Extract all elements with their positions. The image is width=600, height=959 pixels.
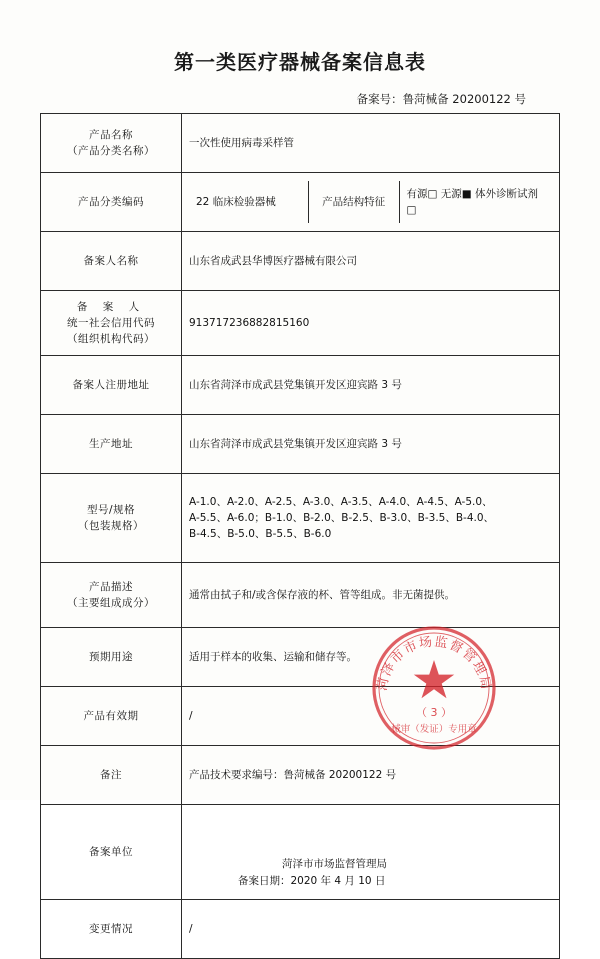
row-label-classification-code: 产品分类编码 bbox=[41, 173, 182, 232]
row-label-credit-code: 备 案 人 统一社会信用代码 （组织机构代码） bbox=[41, 291, 182, 356]
table-row bbox=[41, 232, 560, 291]
table-row bbox=[41, 474, 560, 563]
table-row bbox=[41, 628, 560, 687]
table-row bbox=[41, 900, 560, 959]
row-label-change-status: 变更情况 bbox=[41, 900, 182, 959]
row-value-change-status: / bbox=[182, 900, 560, 959]
table-row bbox=[41, 415, 560, 474]
row-value-production-address: 山东省菏泽市成武县党集镇开发区迎宾路 3 号 bbox=[182, 415, 560, 474]
table-row bbox=[41, 173, 560, 232]
table-row bbox=[41, 746, 560, 805]
row-value-intended-use: 适用于样本的收集、运输和储存等。 bbox=[182, 628, 560, 687]
row-value-applicant-name: 山东省成武县华博医疗器械有限公司 bbox=[182, 232, 560, 291]
row-label-model-spec: 型号/规格 （包装规格） bbox=[41, 474, 182, 563]
row-label-applicant-name: 备案人名称 bbox=[41, 232, 182, 291]
row-value-model-spec: A-1.0、A-2.0、A-2.5、A-3.0、A-3.5、A-4.0、A-4.5、A-5.0、 A-5.5、A-6.0；B-1.0、B-2.0、B-2.5、B-3.0、B-3.5、B-4.0、 B-4.5、B-5.0、B-5.5、B-6.0 bbox=[182, 474, 560, 563]
row-label-remarks: 备注 bbox=[41, 746, 182, 805]
table-row bbox=[41, 687, 560, 746]
table-row bbox=[41, 356, 560, 415]
table-row bbox=[41, 563, 560, 628]
structure-feature-options: 有源□ 无源■ 体外诊断试剂□ bbox=[406, 187, 539, 216]
table-row bbox=[41, 114, 560, 173]
row-label-intended-use: 预期用途 bbox=[41, 628, 182, 687]
row-label-product-name: 产品名称 （产品分类名称） bbox=[41, 114, 182, 173]
table-row bbox=[41, 805, 560, 900]
svg-text:菏泽市市场监督管理局: 菏泽市市场监督管理局 bbox=[374, 634, 494, 693]
page-title: 第一类医疗器械备案信息表 bbox=[174, 50, 426, 74]
row-label-validity: 产品有效期 bbox=[41, 687, 182, 746]
row-value-classification-code bbox=[182, 173, 560, 232]
row-label-registered-address: 备案人注册地址 bbox=[41, 356, 182, 415]
row-label-production-address: 生产地址 bbox=[41, 415, 182, 474]
record-number: 备案号：鲁菏械备 20200122 号 bbox=[356, 92, 526, 106]
device-record-table bbox=[40, 113, 560, 959]
svg-text:械审（发证）专用章: 械审（发证）专用章 bbox=[391, 724, 477, 735]
classification-code-value: 22 临床检验器械 bbox=[189, 181, 309, 224]
row-label-record-authority: 备案单位 bbox=[41, 805, 182, 900]
row-value-product-name: 一次性使用病毒采样管 bbox=[182, 114, 560, 173]
table-row bbox=[41, 291, 560, 356]
structure-feature-label: 产品结构特征 bbox=[309, 181, 400, 224]
row-value-product-description: 通常由拭子和/或含保存液的杯、管等组成。非无菌提供。 bbox=[182, 563, 560, 628]
row-label-product-description: 产品描述 （主要组成成分） bbox=[41, 563, 182, 628]
row-value-remarks: 产品技术要求编号：鲁菏械备 20200122 号 bbox=[182, 746, 560, 805]
row-value-credit-code: 913717236882815160 bbox=[182, 291, 560, 356]
row-value-record-authority: 菏泽市市场监督管理局 备案日期：2020 年 4 月 10 日 bbox=[182, 805, 560, 900]
row-value-registered-address: 山东省菏泽市成武县党集镇开发区迎宾路 3 号 bbox=[182, 356, 560, 415]
row-value-validity: / bbox=[182, 687, 560, 746]
svg-text:（ 3 ）: （ 3 ） bbox=[416, 706, 452, 719]
